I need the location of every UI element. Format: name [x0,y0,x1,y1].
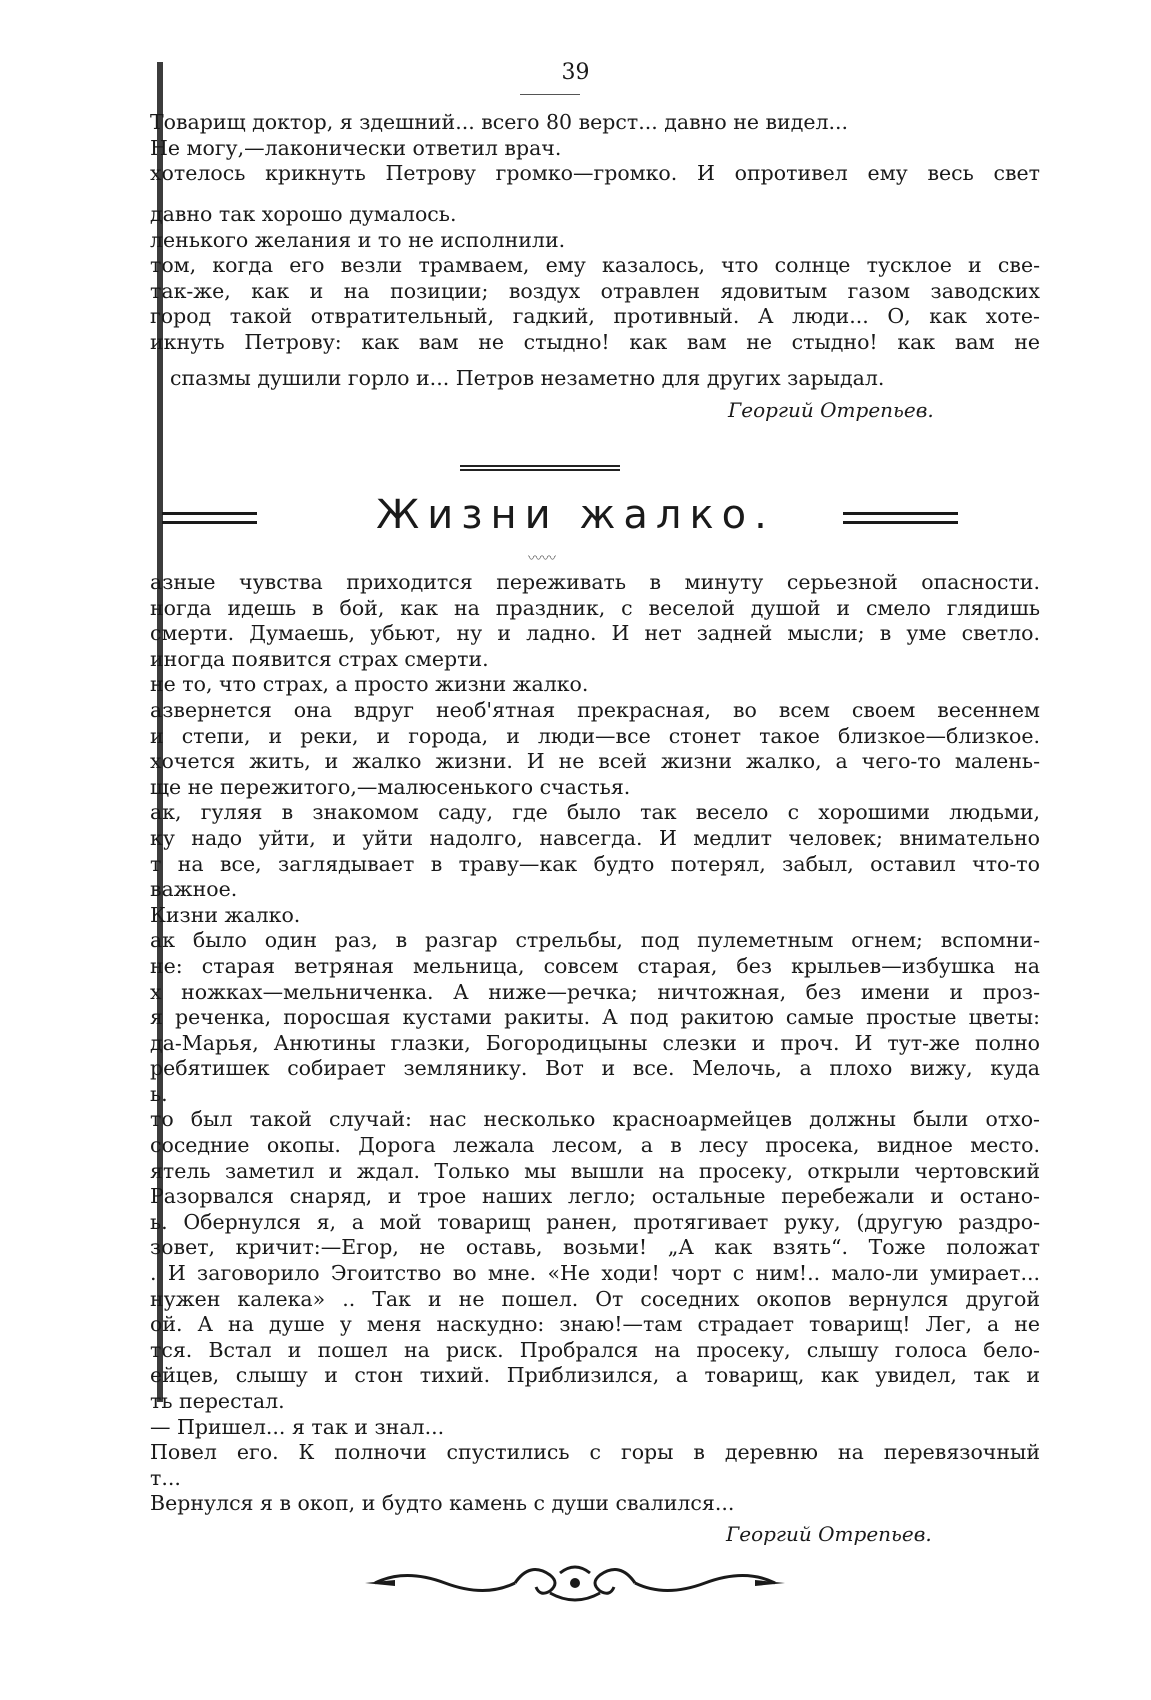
text-line: ейцев, слышу и стон тихий. Приблизился, а товарищ, как увидел, так и [150,1363,1040,1388]
text-line: спазмы душили горло и... Петров незаметно для других зарыдал. [170,366,885,390]
text-line: ь. [150,1081,168,1106]
text-line: — Пришел... я так и знал... [150,1414,445,1439]
story2-signature: Георгий Отрепьев. [726,1522,932,1546]
text-line: Разорвался снаряд, и трое наших легло; остальные перебежали и остано- [150,1184,1040,1209]
text-line: давно так хорошо думалось. [150,202,457,226]
text-line: ленького желания и то не исполнили. [150,227,566,252]
text-line: так-же, как и на позиции; воздух отравлен ядовитым газом заводских [150,278,1040,303]
text-line: тся. Встал и пошел на риск. Пробрался на просеку, слышу голоса бело- [150,1337,1040,1362]
text-line: Не могу,—лаконически ответил врач. [150,135,562,160]
story1-text-top [150,110,1040,187]
text-line: хочется жить, и жалко жизни. И не всей жизни жалко, а чего-то малень- [150,749,1040,774]
text-line: то был такой случай: нас несколько красноармейцев должны были отхо- [150,1107,1040,1132]
text-line: зовет, кричит:—Егор, не оставь, возьми! „А как взять“. Тоже положат [150,1235,1040,1260]
text-line: Повел его. К полночи спустились с горы в деревню на перевязочный [150,1440,1040,1465]
text-line: не то, что страх, а просто жизни жалко. [150,672,589,697]
story1-text-end [170,366,890,392]
text-line: ятель заметил и ждал. Только мы вышли на просеку, открыли чертовский [150,1158,1040,1183]
text-line: важное. [150,877,238,902]
text-line: ак, гуляя в знакомом саду, где было так весело с хорошими людьми, [150,800,1040,825]
text-line: т на все, заглядывает в траву—как будто потерял, забыл, оставил что-то [150,851,1040,876]
text-line: город такой отвратительный, гадкий, противный. А люди... О, как хоте- [150,304,1040,329]
text-line: азные чувства приходится переживать в минуту серьезной опасности. [150,570,1040,594]
story1-text-middle [150,202,1040,356]
text-line: том, когда его везли трамваем, ему казалось, что солнце тусклое и све- [150,253,1040,278]
text-line: я реченка, поросшая кустами ракиты. А под ракитою самые простые цветы: [150,1005,1040,1030]
text-line: ще не пережитого,—малюсенького счастья. [150,774,631,799]
text-line: азвернется она вдруг необ'ятная прекрасная, во всем своем весеннем [150,697,1040,722]
text-line: . И заговорило Эгоитство во мне. «Не ходи! чорт с ним!.. мало-ли умирает... [150,1261,1040,1286]
text-line: ть перестал. [150,1389,285,1413]
text-line: соседние окопы. Дорога лежала лесом, а в лесу просека, видное место. [150,1133,1040,1158]
story2-text [150,570,1040,1517]
page-number: 39 [561,60,590,85]
section-divider [460,465,620,471]
text-line: и степи, и реки, и города, и люди—все стонет такое близкое—близкое. [150,723,1040,748]
text-line: да-Марья, Анютины глазки, Богородицыны слезки и проч. И тут-же полно [150,1030,1040,1055]
page-number-rule [520,94,580,95]
text-line: Товарищ доктор, я здешний... всего 80 верст... давно не видел... [150,110,849,134]
text-line: ку надо уйти, и уйти надолго, навсегда. И медлит человек; внимательно [150,825,1040,850]
story1-signature: Георгий Отрепьев. [728,398,934,422]
text-line: смерти. Думаешь, убьют, ну и ладно. И нет задней мысли; в уме светло. [150,621,1040,646]
text-line: х ножках—мельниченка. А ниже—речка; ничтожная, без имени и проз- [150,979,1040,1004]
text-line: Кизни жалко. [150,902,301,927]
text-line: нужен калека» .. Так и не пошел. От соседних окопов вернулся другой [150,1286,1040,1311]
story2-title: Жизни жалко. [376,492,775,538]
text-line: иногда появится страх смерти. [150,646,489,671]
text-line: ребятишек собирает землянику. Вот и все. Мелочь, а плохо вижу, куда [150,1056,1040,1081]
text-line: т... [150,1465,181,1490]
text-line: ой. А на душе у меня наскудно: знаю!—там страдает товарищ! Лег, а не [150,1312,1040,1337]
text-line: ногда идешь в бой, как на праздник, с веселой душой и смело глядишь [150,595,1040,620]
text-line: ь. Обернулся я, а мой товарищ ранен, протягивает руку, (другую раздро- [150,1209,1040,1234]
title-ornament-icon: 〰〰 [528,551,556,567]
text-line: не: старая ветряная мельница, совсем старая, без крыльев—избушка на [150,953,1040,978]
end-ornament-icon [365,1558,785,1608]
text-line: ак было один раз, в разгар стрельбы, под пулеметным огнем; вспомни- [150,928,1040,953]
text-line: Вернулся я в окоп, и будто камень с души свалился... [150,1491,735,1516]
text-line: икнуть Петрову: как вам не стыдно! как вам не стыдно! как вам не [150,329,1040,354]
text-line: хотелось крикнуть Петрову громко—громко. И опротивел ему весь свет [150,161,1040,186]
